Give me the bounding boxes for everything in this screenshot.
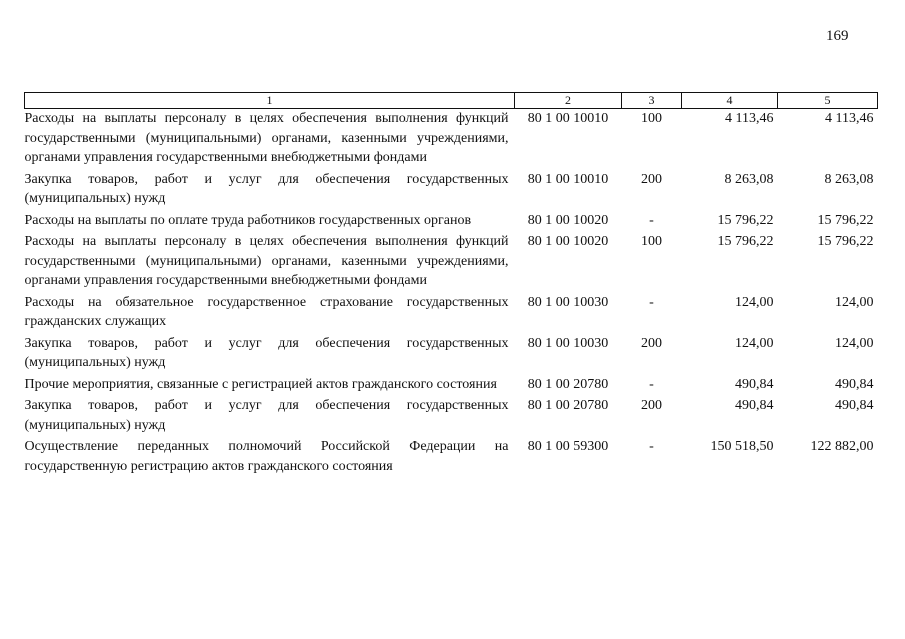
row-code: 80 1 00 10020 [527, 212, 609, 228]
row-code: 80 1 00 10010 [527, 111, 609, 126]
row-name: Закупка товаров, работ и услуг для обеспечения государственных (муниципальных) нужд [24, 335, 509, 370]
table-row [25, 334, 878, 375]
row-expense-type: - [649, 212, 654, 228]
row-name: Прочие мероприятия, связанные с регистрацией актов гражданского состояния [24, 376, 497, 392]
row-expense-type: - [649, 294, 654, 310]
row-amount-col5: 4 113,46 [825, 111, 874, 126]
row-code: 80 1 00 20780 [527, 398, 609, 413]
page-number: 169 [826, 28, 849, 44]
row-amount-col4: 490,84 [735, 398, 774, 413]
table-row [25, 170, 878, 211]
row-expense-type: 200 [641, 398, 662, 413]
row-expense-type: - [649, 439, 654, 454]
table-header [25, 93, 878, 109]
table-row [25, 211, 878, 233]
budget-table [24, 92, 878, 478]
table-body [25, 109, 878, 479]
table-row [25, 293, 878, 334]
table-row [25, 396, 878, 437]
header-row [25, 93, 878, 109]
row-amount-col5: 124,00 [835, 335, 874, 351]
header-col-1: 1 [25, 93, 515, 109]
row-expense-type: 100 [641, 234, 662, 249]
row-expense-type: 200 [641, 335, 662, 351]
table-row [25, 375, 878, 397]
row-amount-col5: 490,84 [835, 398, 874, 413]
row-code: 80 1 00 20780 [527, 376, 609, 392]
row-amount-col4: 150 518,50 [710, 439, 774, 454]
row-name: Расходы на выплаты по оплате труда работников государственных органов [24, 212, 472, 228]
header-col-4: 4 [682, 93, 778, 109]
row-amount-col5: 15 796,22 [817, 234, 874, 249]
table-row [25, 437, 878, 478]
row-code: 80 1 00 10030 [527, 294, 609, 310]
row-code: 80 1 00 10010 [527, 171, 609, 187]
row-amount-col4: 15 796,22 [717, 212, 774, 228]
row-amount-col4: 490,84 [735, 376, 774, 392]
row-name: Расходы на выплаты персоналу в целях обеспечения выполнения функций государственными (муниципальными) органами, казенными учреждениями, органами управления государственными внебюджетными фондами [24, 234, 509, 288]
row-amount-col4: 4 113,46 [725, 111, 774, 126]
row-amount-col5: 15 796,22 [817, 212, 874, 228]
row-amount-col4: 124,00 [735, 335, 774, 351]
row-name: Расходы на обязательное государственное страхование государственных гражданских служащих [24, 294, 509, 329]
row-name: Закупка товаров, работ и услуг для обеспечения государственных (муниципальных) нужд [24, 171, 509, 206]
table-row [25, 109, 878, 170]
row-expense-type: - [649, 376, 654, 392]
row-name: Закупка товаров, работ и услуг для обеспечения государственных (муниципальных) нужд [24, 398, 509, 433]
header-col-2: 2 [515, 93, 622, 109]
row-amount-col5: 490,84 [835, 376, 874, 392]
row-amount-col4: 15 796,22 [717, 234, 774, 249]
table-row [25, 232, 878, 293]
header-col-5: 5 [778, 93, 878, 109]
row-code: 80 1 00 10020 [527, 234, 609, 249]
row-name: Расходы на выплаты персоналу в целях обеспечения выполнения функций государственными (муниципальными) органами, казенными учреждениями, органами управления государственными внебюджетными фондами [24, 111, 509, 165]
row-amount-col4: 124,00 [735, 294, 774, 310]
row-amount-col4: 8 263,08 [724, 171, 774, 187]
row-name: Осуществление переданных полномочий Российской Федерации на государственную регистрацию актов гражданского состояния [24, 439, 509, 474]
header-col-3: 3 [622, 93, 682, 109]
row-code: 80 1 00 59300 [527, 439, 609, 454]
row-expense-type: 200 [641, 171, 662, 187]
row-amount-col5: 8 263,08 [824, 171, 874, 187]
row-code: 80 1 00 10030 [527, 335, 609, 351]
row-amount-col5: 122 882,00 [810, 439, 874, 454]
row-amount-col5: 124,00 [835, 294, 874, 310]
row-expense-type: 100 [641, 111, 662, 126]
